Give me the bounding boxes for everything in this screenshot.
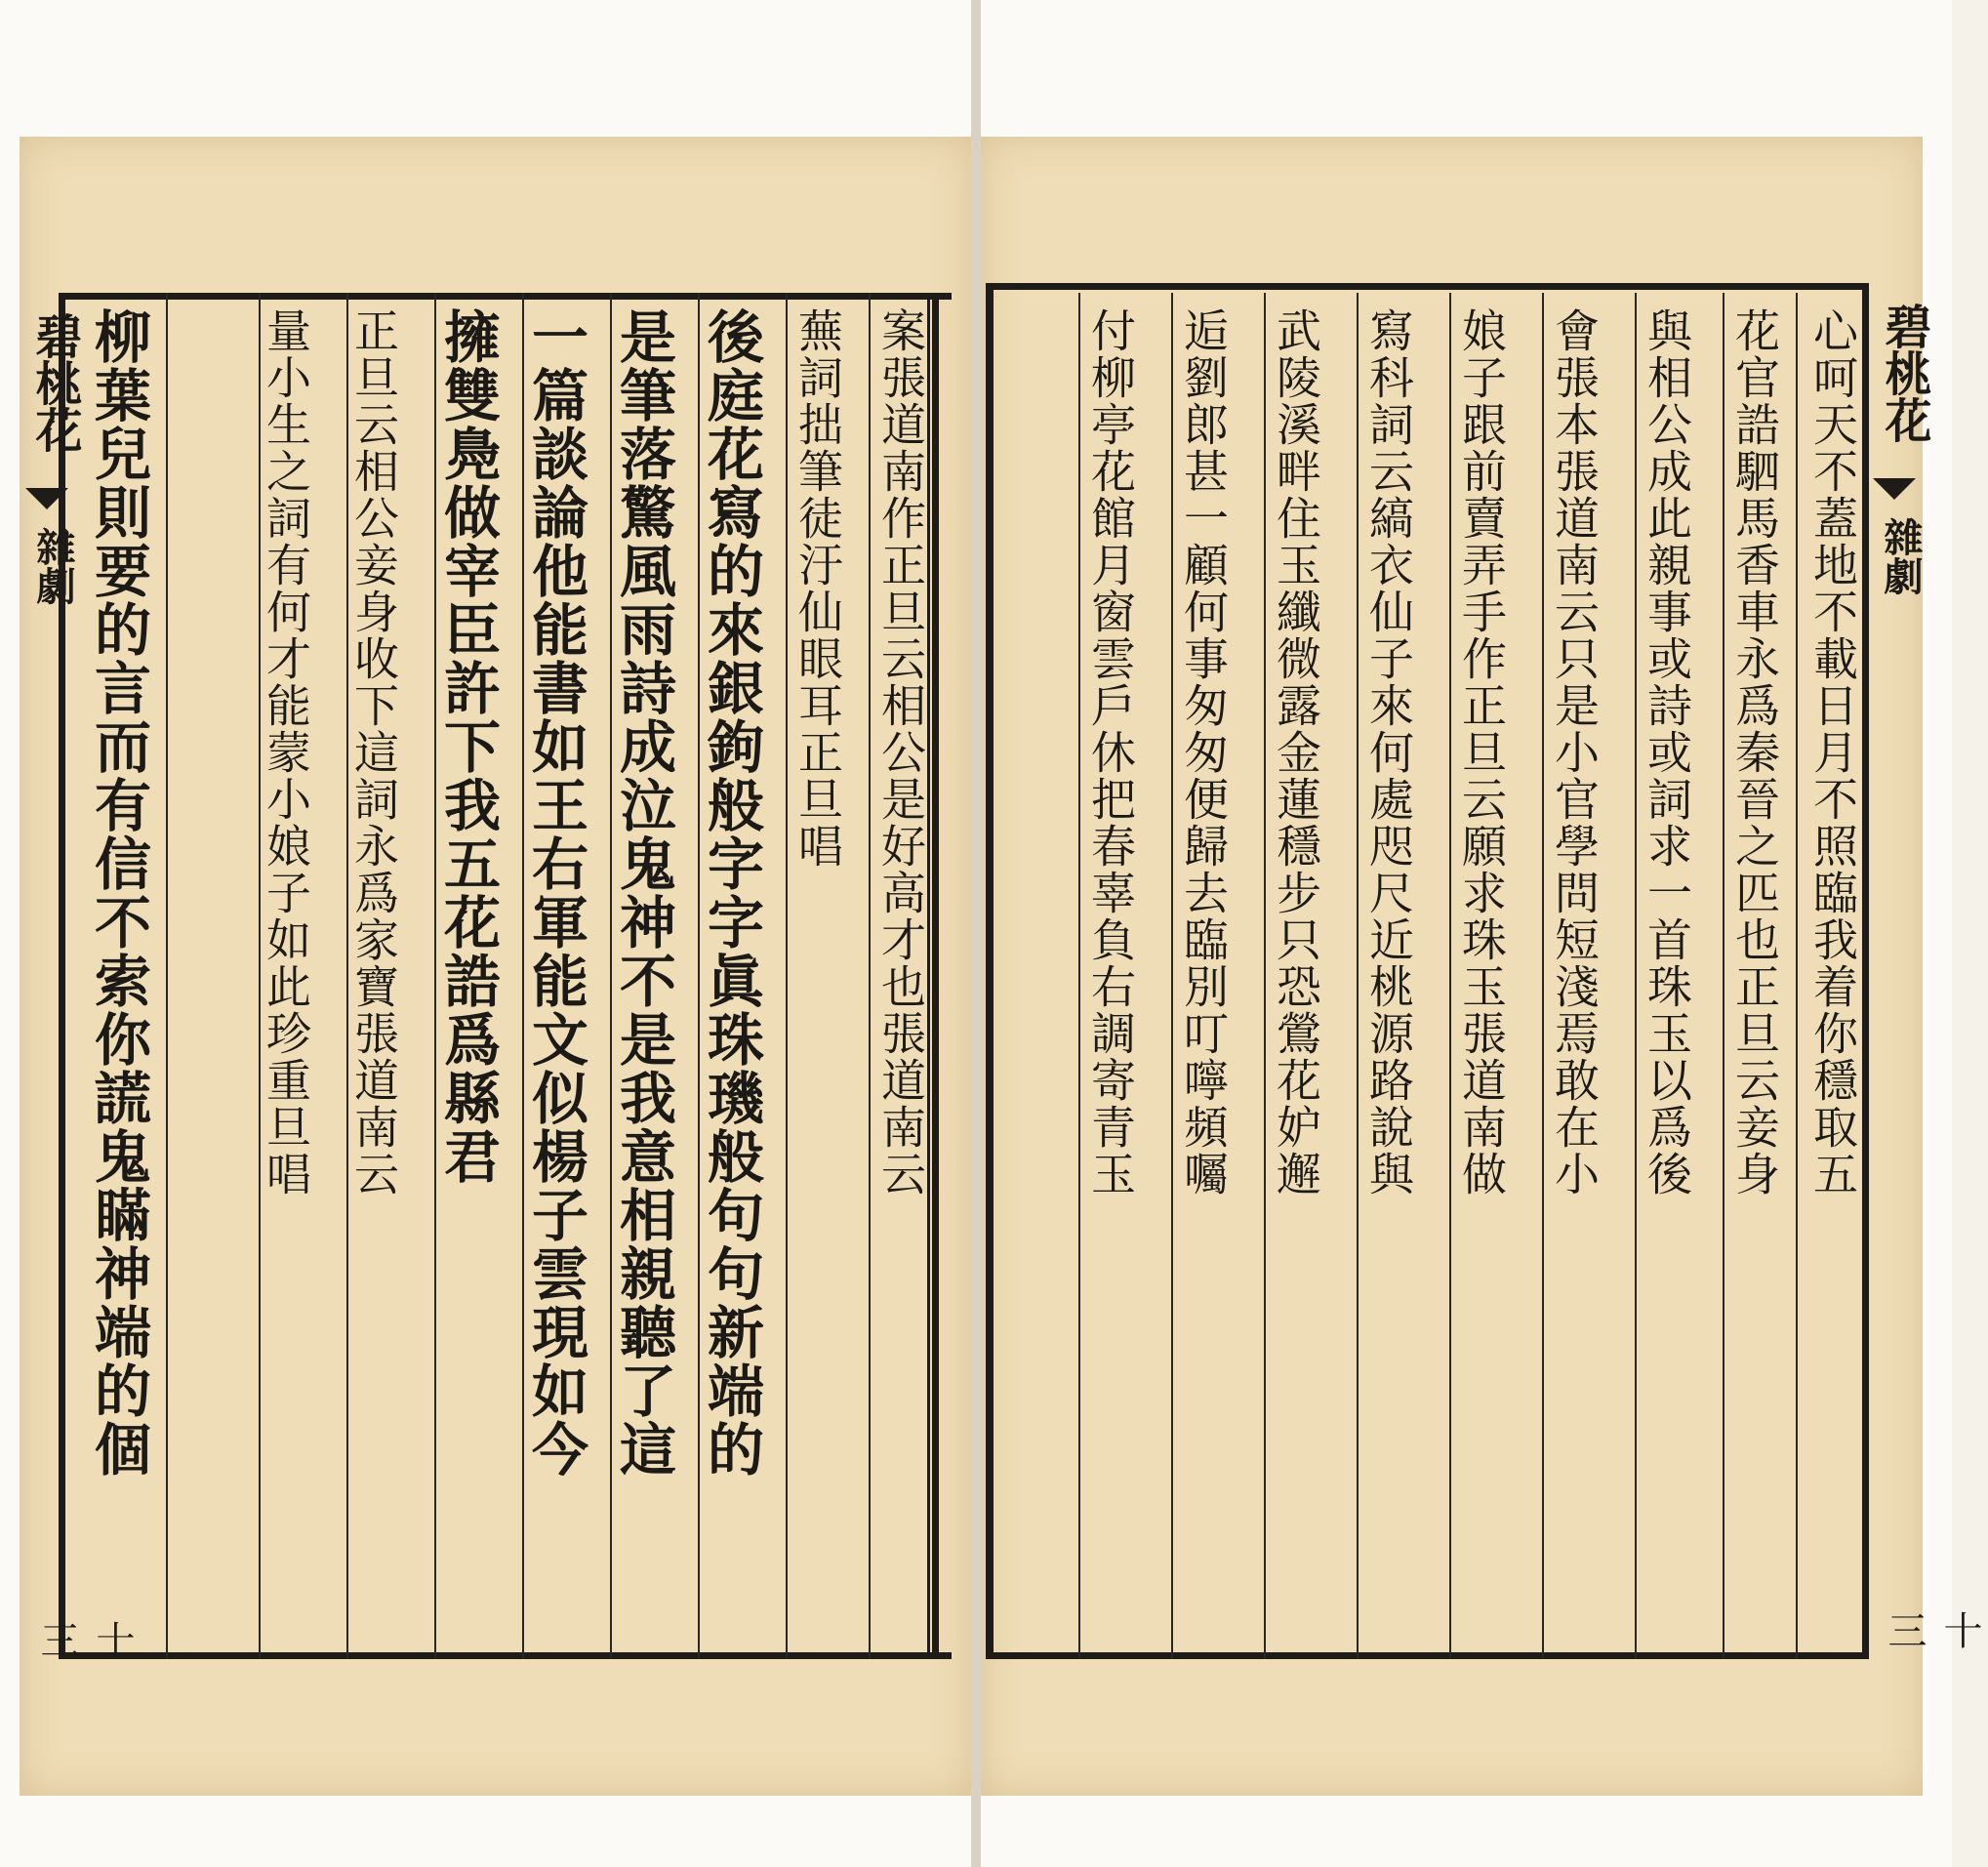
right-rule xyxy=(1796,293,1798,1659)
right-fish-tail xyxy=(1873,478,1916,500)
text-column: 娘子跟前賣弄手作正旦云願求珠玉張道南做 xyxy=(1455,307,1508,1197)
right-rule xyxy=(1449,293,1451,1659)
text-column: 會張本張道南云只是小官學問短淺焉敢在小 xyxy=(1548,307,1601,1197)
text-column: 寫科詞云縞衣仙子來何處咫尺近桃源路說與 xyxy=(1362,307,1415,1197)
text-column: 量小生之詞有何才能蒙小娘子如此珍重旦唱 xyxy=(260,307,312,1197)
right-rule xyxy=(1723,293,1724,1659)
text-column: 是筆落驚風雨詩成泣鬼神不是我意相親聽了這 xyxy=(610,307,676,1479)
text-column: 花官誥駟馬香車永爲秦晉之匹也正旦云妾身 xyxy=(1728,307,1781,1197)
text-column: 一篇談論他能書如王右軍能文似楊子雲現如今 xyxy=(522,307,588,1479)
book-gutter xyxy=(971,0,981,1867)
left-page-frame-inner xyxy=(927,293,939,1659)
right-rule xyxy=(1264,293,1266,1659)
right-banxin-title: 碧桃花 xyxy=(1877,303,1931,443)
right-rule xyxy=(1171,293,1173,1659)
right-rule xyxy=(1357,293,1359,1659)
text-column: 擁雙鳧做宰臣許下我五花誥爲縣君 xyxy=(434,307,501,1186)
text-column: 案張道南作正旦云相公是好高才也張道南云 xyxy=(874,307,927,1197)
left-fish-tail xyxy=(25,488,68,509)
left-rule xyxy=(869,293,871,1659)
left-rule xyxy=(166,293,168,1659)
right-rule xyxy=(1078,293,1080,1659)
text-column: 後庭花寫的來銀鉤般字字眞珠璣般句句新端的 xyxy=(698,307,764,1479)
text-column: 柳葉兒則要的言而有信不索你謊鬼瞞神端的個 xyxy=(85,307,151,1479)
left-banxin-title: 碧桃花 xyxy=(27,312,82,453)
left-rule xyxy=(786,293,788,1659)
text-column: 逅劉郎甚一顧何事匆匆便歸去臨別叮嚀頻囑 xyxy=(1177,307,1230,1197)
left-folio: 十三 xyxy=(34,1620,135,1659)
right-rule xyxy=(1542,293,1544,1659)
text-column: 正旦云相公妾身收下這詞永爲家寶張道南云 xyxy=(347,307,400,1197)
right-banxin xyxy=(1869,283,1982,1659)
text-column: 蕪詞拙筆徒汙仙眼耳正旦唱 xyxy=(791,307,844,870)
text-column: 與相公成此親事或詩或詞求一首珠玉以爲後 xyxy=(1641,307,1693,1197)
left-banxin-section: 雜劇 xyxy=(30,527,76,605)
text-column: 武陵溪畔住玉纖微露金蓮穩步只恐鶯花妒邂 xyxy=(1270,307,1322,1197)
right-banxin-section: 雜劇 xyxy=(1878,517,1924,595)
right-rule xyxy=(1635,293,1637,1659)
text-column: 付柳亭花館月窗雲戶休把春辜負右調寄青玉 xyxy=(1084,307,1137,1197)
right-folio: 十三 xyxy=(1882,1610,1982,1649)
text-column: 心呵天不蓋地不載日月不照臨我着你穩取五 xyxy=(1806,307,1859,1197)
